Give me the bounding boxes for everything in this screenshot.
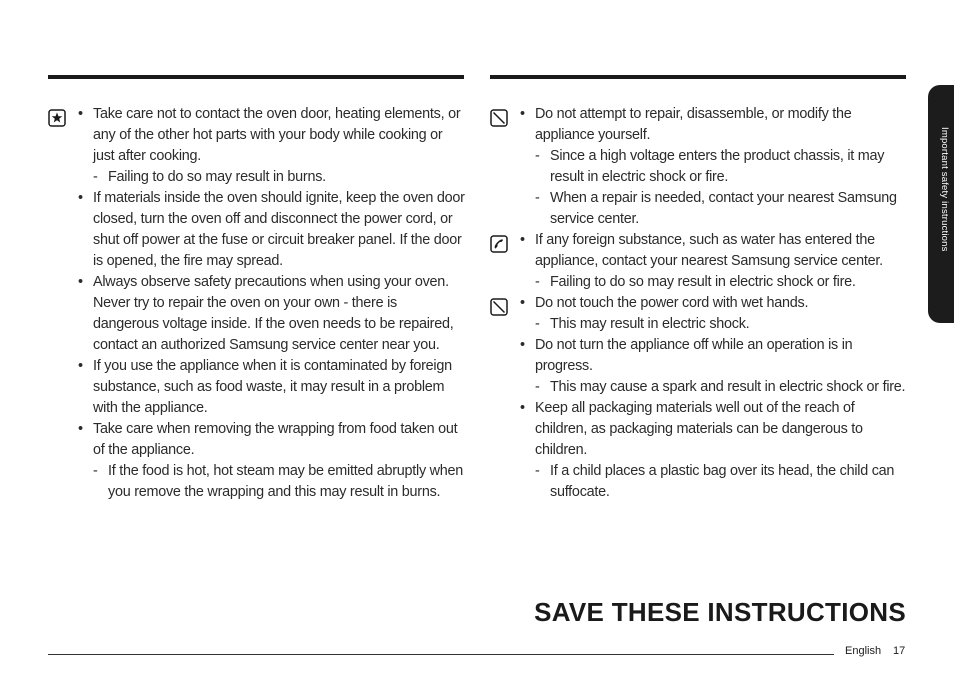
list-item: • Take care not to contact the oven door, heating elements, or any of the other hot parts with your body while cooking or just after cooking. bbox=[76, 104, 466, 167]
left-column bbox=[48, 104, 466, 503]
list-item: • If materials inside the oven should ignite, keep the oven door closed, turn the oven off and disconnect the power cord, or shut off power at the fuse or circuit breaker panel. If the door is opened, the fire may spread. bbox=[76, 188, 466, 272]
prohibited-group-repair bbox=[490, 104, 908, 230]
sub-list-item: - Since a high voltage enters the product chassis, it may result in electric shock or fire. bbox=[518, 146, 908, 188]
prohibited-icon bbox=[490, 109, 508, 127]
list-item: • Do not turn the appliance off while an operation is in progress. bbox=[518, 335, 908, 377]
side-tab-label: Important safety instructions bbox=[939, 127, 950, 252]
sub-list-item: - This may cause a spark and result in electric shock or fire. bbox=[518, 377, 908, 398]
sub-list-item: - Failing to do so may result in electric shock or fire. bbox=[518, 272, 908, 293]
list-item: • Take care when removing the wrapping from food taken out of the appliance. bbox=[76, 419, 466, 461]
right-column bbox=[490, 104, 908, 503]
list-item: • Do not attempt to repair, disassemble, or modify the appliance yourself. bbox=[518, 104, 908, 146]
star-warning-icon bbox=[48, 109, 66, 127]
list-item: • Do not touch the power cord with wet hands. bbox=[518, 293, 908, 314]
list-item: • If any foreign substance, such as water has entered the appliance, contact your nearest Samsung service center. bbox=[518, 230, 908, 272]
list-item: • If you use the appliance when it is contaminated by foreign substance, such as food waste, it may result in a problem with the appliance. bbox=[76, 356, 466, 419]
phone-contact-icon bbox=[490, 235, 508, 253]
sub-list-item: - Failing to do so may result in burns. bbox=[76, 167, 466, 188]
sub-list-item: - This may result in electric shock. bbox=[518, 314, 908, 335]
star-warning-group bbox=[48, 104, 466, 503]
footer-rule bbox=[48, 654, 834, 655]
contact-service-group bbox=[490, 230, 908, 293]
page-number: 17 bbox=[893, 645, 906, 657]
prohibited-icon bbox=[490, 298, 508, 316]
section-side-tab bbox=[928, 85, 954, 323]
prohibited-group-electrical bbox=[490, 293, 908, 503]
left-column-rule bbox=[48, 75, 464, 79]
save-instructions-title: SAVE THESE INSTRUCTIONS bbox=[534, 597, 906, 627]
footer-language: English bbox=[845, 645, 882, 657]
list-item: • Always observe safety precautions when using your oven. Never try to repair the oven on your own - there is dangerous voltage inside. If the oven needs to be repaired, contact an authorized Samsung service center near you. bbox=[76, 272, 466, 356]
sub-list-item: - If a child places a plastic bag over its head, the child can suffocate. bbox=[518, 461, 908, 503]
sub-list-item: - If the food is hot, hot steam may be emitted abruptly when you remove the wrapping and this may result in burns. bbox=[76, 461, 466, 503]
right-column-rule bbox=[490, 75, 906, 79]
sub-list-item: - When a repair is needed, contact your nearest Samsung service center. bbox=[518, 188, 908, 230]
list-item: • Keep all packaging materials well out of the reach of children, as packaging materials can be dangerous to children. bbox=[518, 398, 908, 461]
